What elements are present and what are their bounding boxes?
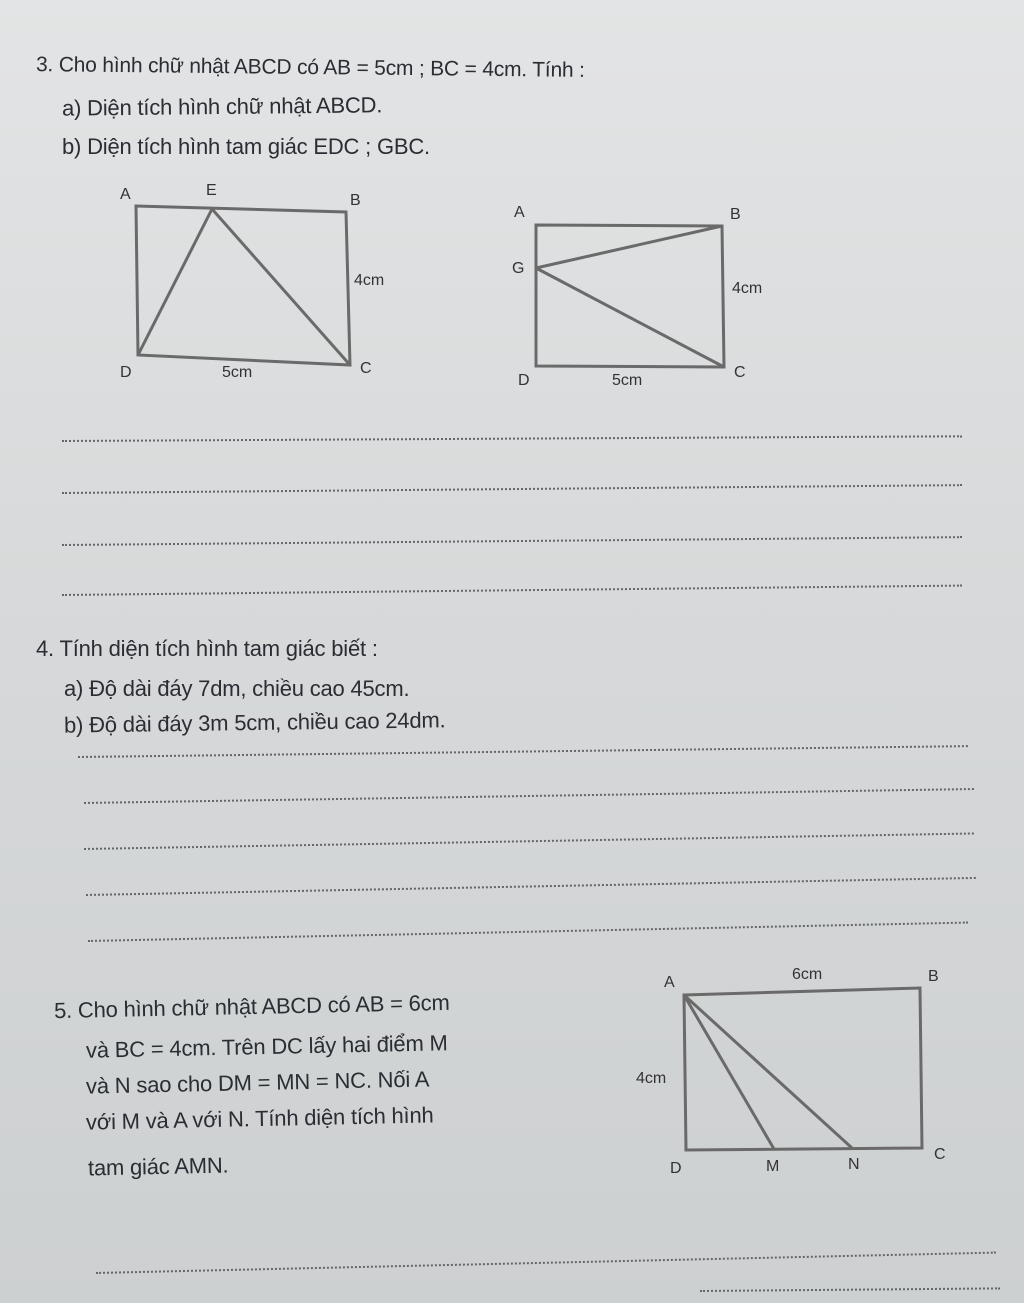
fig2-label-side: 4cm — [732, 280, 763, 297]
ex4-part-b: b) Độ dài đáy 3m 5cm, chiều cao 24dm. — [63, 707, 446, 738]
fig3-label-top: 6cm — [792, 966, 823, 983]
fig2-label-base: 5cm — [612, 372, 643, 389]
ex3-figure-1 — [136, 206, 350, 365]
fig3-label-c: C — [934, 1146, 946, 1163]
ex5-line-4: với M và A với N. Tính diện tích hình — [85, 1102, 434, 1135]
ex5-line-1: 5. Cho hình chữ nhật ABCD có AB = 6cm — [53, 989, 450, 1024]
ex4-part-a: a) Độ dài đáy 7dm, chiều cao 45cm. — [64, 676, 410, 701]
fig1-label-d: D — [120, 364, 132, 381]
fig1-label-b: B — [350, 192, 361, 209]
segment-ed — [138, 209, 212, 355]
ex4-question: 4. Tính diện tích hình tam giác biết : — [36, 636, 378, 661]
segment-gc — [536, 268, 724, 367]
ex5-line-3: và N sao cho DM = MN = NC. Nối A — [85, 1066, 430, 1099]
fig3-label-d: D — [670, 1160, 682, 1177]
fig1-label-side: 4cm — [354, 272, 385, 289]
fig2-label-b: B — [730, 206, 741, 223]
fig3-label-n: N — [848, 1156, 860, 1173]
fig3-label-a: A — [664, 974, 675, 991]
fig2-label-a: A — [514, 204, 525, 221]
fig3-label-b: B — [928, 968, 939, 985]
segment-an — [684, 995, 852, 1148]
fig1-label-a: A — [120, 186, 131, 203]
rectangle-abcd-1 — [136, 206, 350, 365]
fig3-label-side: 4cm — [636, 1070, 667, 1087]
ex3-part-b: b) Diện tích hình tam giác EDC ; GBC. — [62, 134, 430, 159]
ex5-line-5: tam giác AMN. — [87, 1152, 229, 1181]
fig1-label-base: 5cm — [222, 364, 253, 381]
ex3-part-a: a) Diện tích hình chữ nhật ABCD. — [61, 92, 383, 121]
ex5-figure — [684, 988, 922, 1150]
ex3-figure-2 — [536, 225, 724, 367]
fig2-label-c: C — [734, 364, 746, 381]
fig2-label-g: G — [512, 260, 525, 277]
fig1-label-c: C — [360, 360, 372, 377]
segment-ec — [212, 209, 350, 365]
segment-gb — [536, 226, 722, 268]
rectangle-abcd-3 — [684, 988, 922, 1150]
fig1-label-e: E — [206, 182, 217, 199]
ex5-line-2: và BC = 4cm. Trên DC lấy hai điểm M — [85, 1030, 448, 1063]
fig3-label-m: M — [766, 1158, 780, 1175]
ex3-question: 3. Cho hình chữ nhật ABCD có AB = 5cm ; BC = 4cm. Tính : — [35, 53, 585, 82]
segment-am — [684, 995, 774, 1149]
fig2-label-d: D — [518, 372, 530, 389]
